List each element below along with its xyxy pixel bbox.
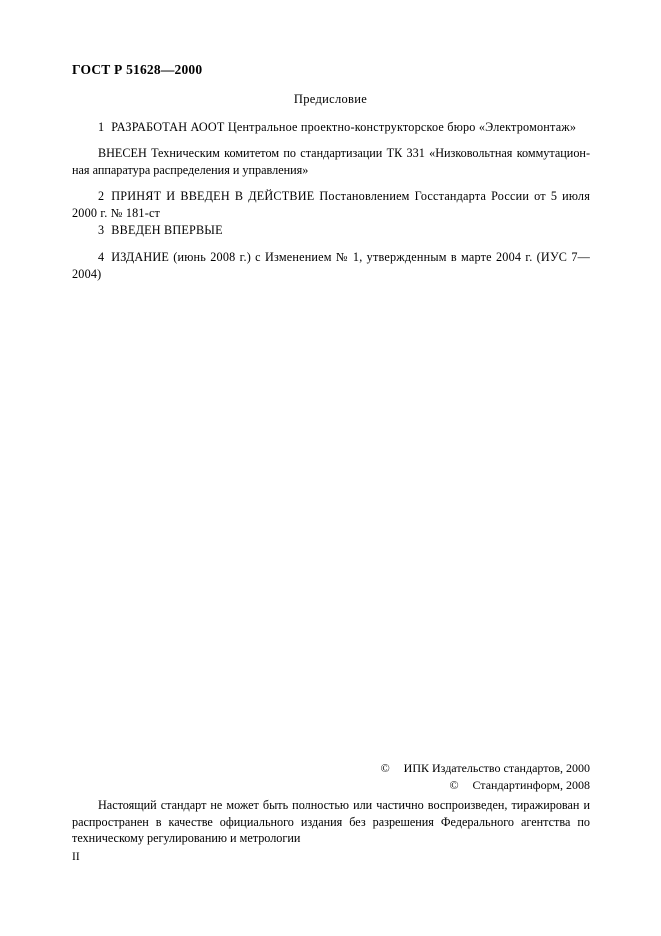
reproduction-notice <box>72 797 590 847</box>
paragraph-4 <box>72 222 590 239</box>
copyright-text-1: ИПК Издательство стандартов, 2000 <box>403 761 590 775</box>
paragraph-4-number: 3 <box>98 223 105 237</box>
paragraph-4-text: ВВЕДЕН ВПЕРВЫЕ <box>111 223 223 237</box>
paragraph-5 <box>72 249 590 282</box>
standard-number-header: ГОСТ Р 51628—2000 <box>72 62 203 77</box>
paragraph-3 <box>72 188 590 221</box>
paragraph-3-number: 2 <box>98 189 105 203</box>
paragraph-2-text: ВНЕСЕН Техническим комитетом по стандартизации ТК 331 «Низковольтная коммутацион-ная аппаратура распределения и управления» <box>72 146 590 177</box>
copyright-line-1 <box>381 760 590 777</box>
paragraph-1 <box>72 119 590 136</box>
page-number: II <box>72 851 80 863</box>
paragraph-5-text: ИЗДАНИЕ (июнь 2008 г.) с Изменением № 1, утвержденным в марте 2004 г. (ИУС 7—2004) <box>72 250 590 281</box>
paragraph-3-text: ПРИНЯТ И ВВЕДЕН В ДЕЙСТВИЕ Постановлением Госстандарта России от 5 июля 2000 г. № 181-ст <box>72 189 590 220</box>
section-title: Предисловие <box>293 92 368 106</box>
paragraph-5-number: 4 <box>98 250 105 264</box>
copyright-line-2 <box>449 777 590 794</box>
copyright-icon: © <box>449 778 459 792</box>
copyright-icon: © <box>380 761 390 775</box>
paragraph-1-number: 1 <box>98 120 105 134</box>
paragraph-2 <box>72 145 590 178</box>
reproduction-notice-text: Настоящий стандарт не может быть полностью или частично воспроизведен, тиражирован и распространен в качестве официального издания без разрешения Федерального агентства по техническому регулированию и метрологии <box>72 798 590 845</box>
copyright-text-2: Стандартинформ, 2008 <box>472 778 590 792</box>
paragraph-1-text: РАЗРАБОТАН АООТ Центральное проектно-конструкторское бюро «Электромонтаж» <box>111 120 577 134</box>
